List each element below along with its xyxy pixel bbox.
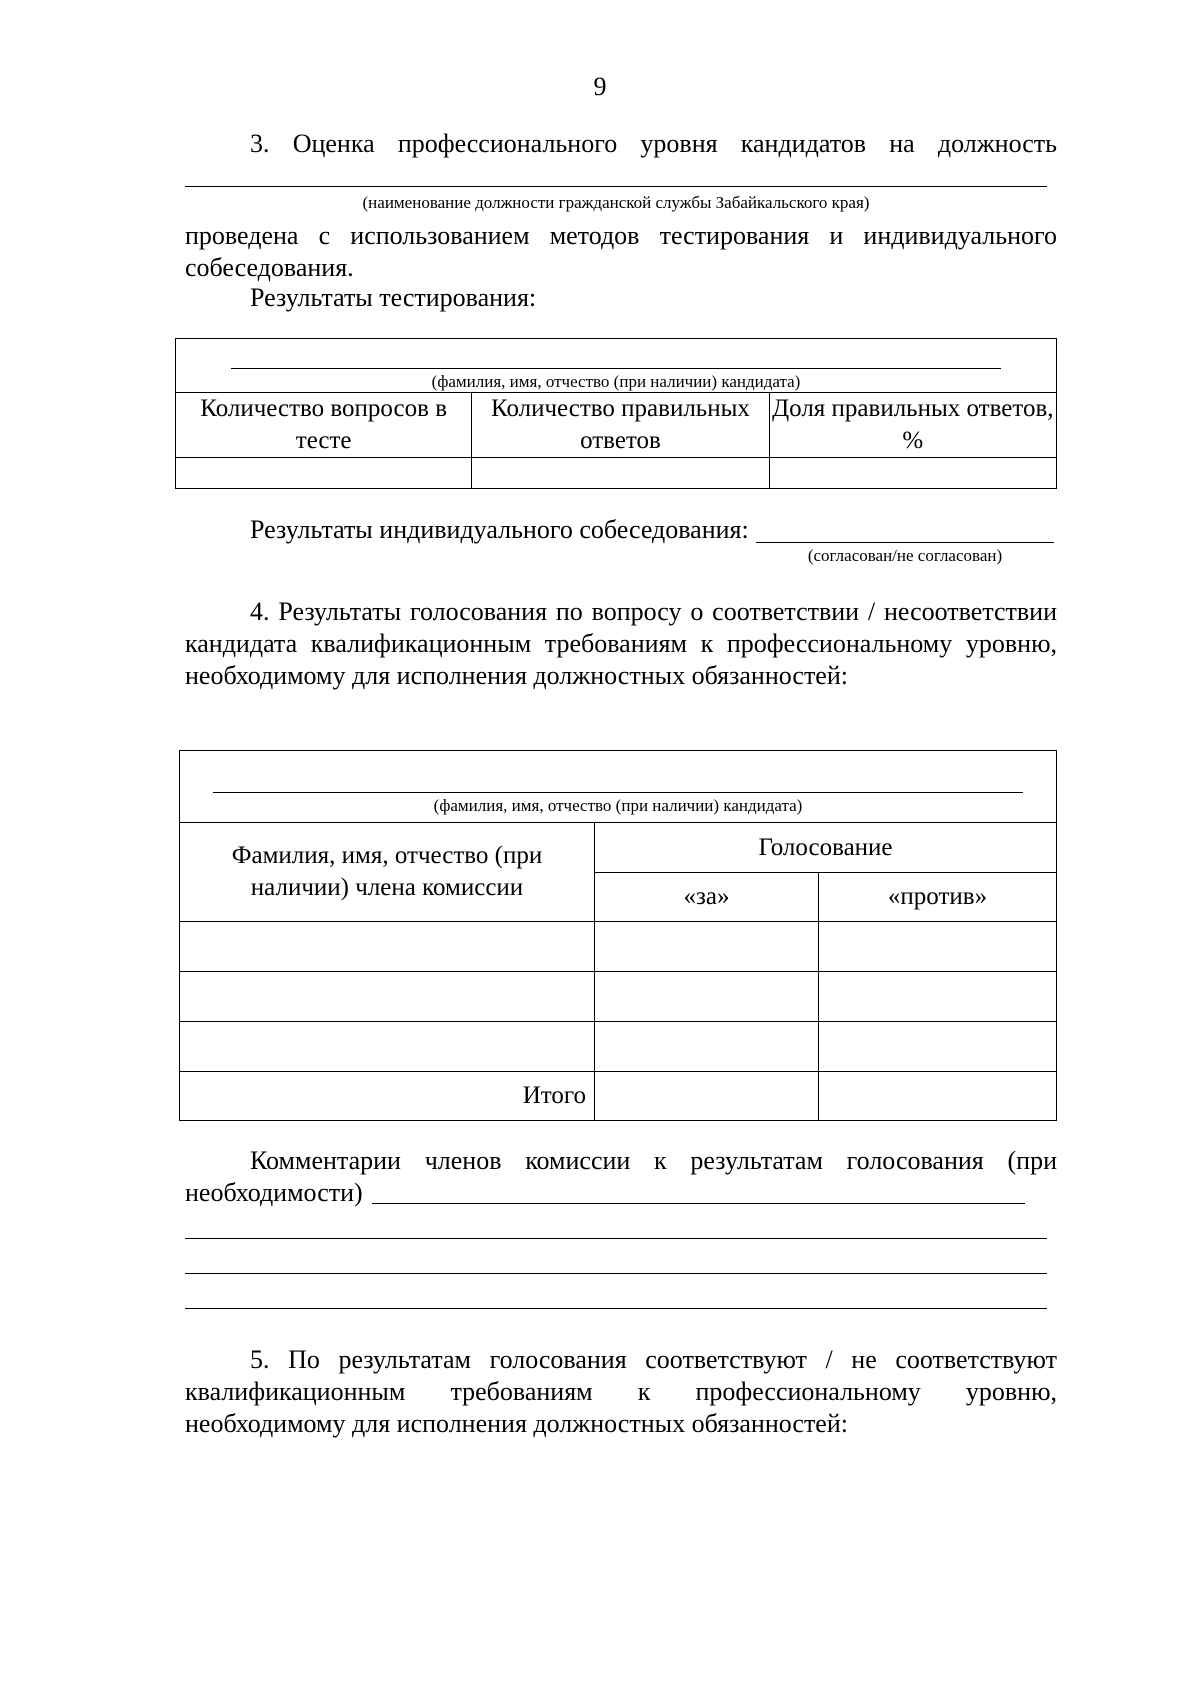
questions-count-header: Количество вопросов в тесте [176, 393, 472, 458]
method-text: проведена с использованием методов тестирования и индивидуального собеседования. [185, 221, 1057, 282]
correct-share-cell[interactable] [769, 458, 1056, 489]
member-name-cell[interactable] [180, 922, 595, 972]
vote-candidate-name-cell[interactable] [180, 751, 1057, 823]
voting-table [179, 750, 1057, 1121]
vote-for-cell[interactable] [595, 922, 819, 972]
total-label: Итого [180, 1072, 595, 1121]
questions-count-cell[interactable] [176, 458, 472, 489]
vote-against-header: «против» [819, 873, 1057, 922]
vote-for-cell[interactable] [595, 972, 819, 1022]
interview-label: Результаты индивидуального собеседования: [250, 515, 749, 544]
test-results-label: Результаты тестирования: [250, 283, 537, 312]
vote-for-header: «за» [595, 873, 819, 922]
comments-line-3[interactable] [185, 1273, 1047, 1274]
vote-against-cell[interactable] [819, 922, 1057, 972]
correct-share-header: Доля правильных ответов, % [769, 393, 1056, 458]
vote-against-cell[interactable] [819, 972, 1057, 1022]
member-name-cell[interactable] [180, 972, 595, 1022]
position-caption: (наименование должности гражданской службы Забайкальского края) [362, 193, 870, 212]
page-number: 9 [593, 72, 607, 101]
vote-for-cell[interactable] [595, 1022, 819, 1072]
candidate-name-cell[interactable] [176, 339, 1057, 393]
total-against-cell[interactable] [819, 1072, 1057, 1121]
member-name-header: Фамилия, имя, отчество (при наличии) члена комиссии [180, 823, 595, 922]
vote-against-cell[interactable] [819, 1022, 1057, 1072]
comments-line-1[interactable] [372, 1203, 1025, 1204]
interview-caption: (согласован/не согласован) [807, 546, 1003, 565]
comments-text-line1: Комментарии членов комиссии к результатам голосования (при [250, 1146, 1057, 1175]
section5-text: 5. По результатам голосования соответствуют / не соответствуют квалификационным требованиям к профессиональному уровню, необходимому для исполнения должностных обязанностей: [185, 1345, 1057, 1438]
correct-answers-header: Количество правильных ответов [472, 393, 769, 458]
candidate-caption: (фамилия, имя, отчество (при наличии) кандидата) [431, 372, 801, 391]
section3-heading: 3. Оценка профессионального уровня кандидатов на должность [250, 129, 1057, 158]
comments-line-4[interactable] [185, 1308, 1047, 1309]
total-for-cell[interactable] [595, 1072, 819, 1121]
comments-text-line2: необходимости) [185, 1178, 363, 1207]
correct-answers-cell[interactable] [472, 458, 769, 489]
interview-field-line[interactable] [756, 542, 1054, 543]
position-field-line[interactable] [185, 186, 1047, 187]
member-name-cell[interactable] [180, 1022, 595, 1072]
vote-candidate-caption: (фамилия, имя, отчество (при наличии) кандидата) [433, 796, 803, 815]
test-results-table [175, 338, 1057, 489]
section4-text: 4. Результаты голосования по вопросу о соответствии / несоответствии кандидата квалификационным требованиям к профессиональному уровню, необходимому для исполнения должностных обязанностей: [185, 597, 1057, 690]
vote-header: Голосование [595, 823, 1057, 873]
comments-line-2[interactable] [185, 1238, 1047, 1239]
